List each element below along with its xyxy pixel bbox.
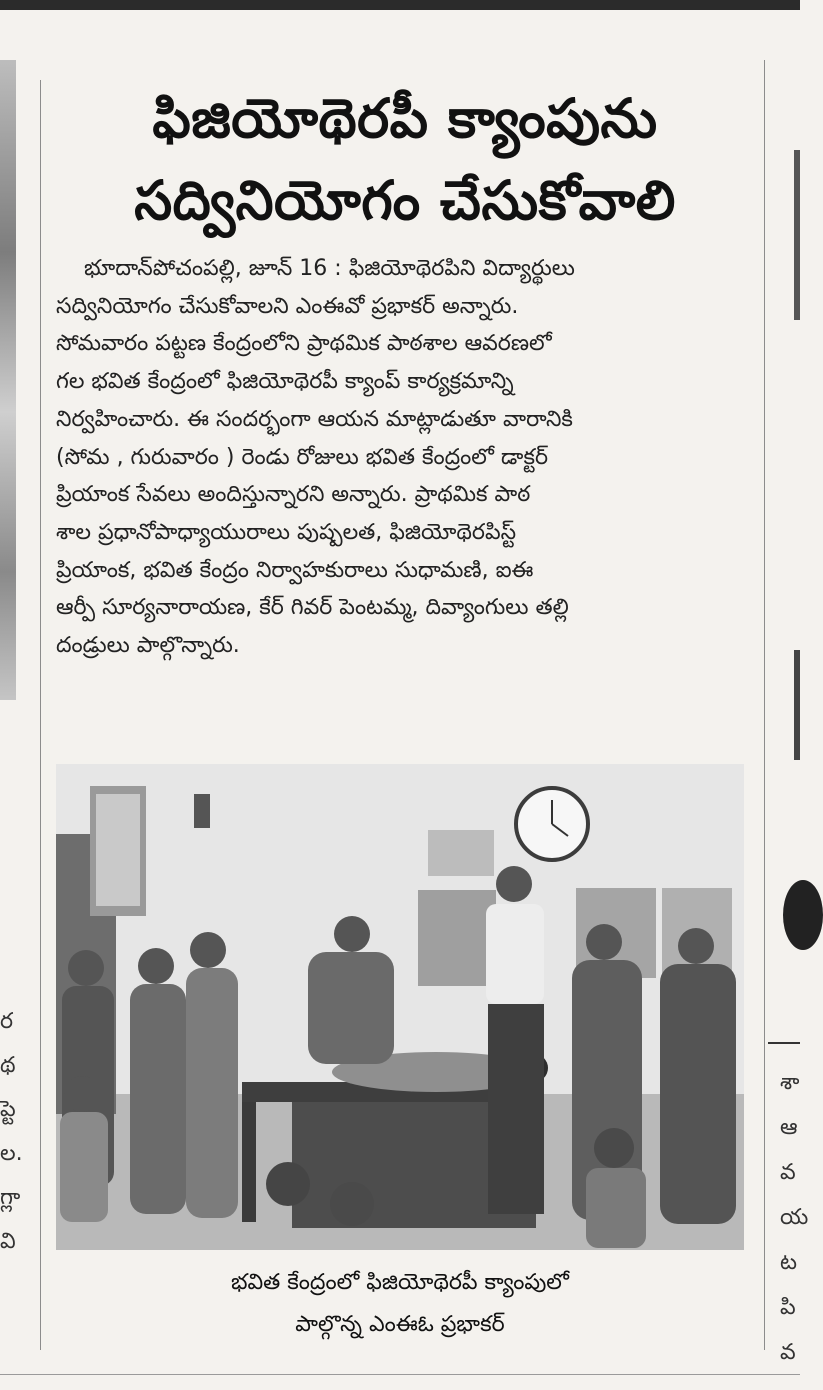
column-divider-right bbox=[764, 60, 765, 1350]
adjacent-glyph: ప్టె bbox=[0, 1097, 16, 1122]
body-line: సద్వినియోగం చేసుకోవాలని ఎంఈవో ప్రభాకర్ అన్నారు. bbox=[56, 293, 519, 319]
adjacent-text-right bbox=[780, 1060, 809, 1375]
article-body bbox=[56, 250, 744, 665]
headline-line: ఫిజియోథెరపీ క్యాంపును bbox=[152, 87, 658, 150]
adjacent-photo-fragment-right bbox=[794, 150, 800, 320]
body-line: గల భవిత కేంద్రంలో ఫిజియోథెరపీ క్యాంప్ కార్యక్రమాన్ని bbox=[56, 369, 514, 395]
top-border bbox=[0, 0, 800, 10]
body-line: (సోమ , గురువారం ) రెండు రోజులు భవిత కేంద్రంలో డాక్టర్ bbox=[56, 444, 549, 470]
wall-poster bbox=[418, 890, 496, 986]
news-photo bbox=[56, 764, 744, 1250]
body-line: నిర్వహించారు. ఈ సందర్భంగా ఆయన మాట్లాడుతూ వారానికి bbox=[56, 406, 573, 432]
adjacent-glyph: వ bbox=[780, 1160, 796, 1185]
adjacent-glyph: వి bbox=[0, 1229, 16, 1254]
adjacent-rule bbox=[768, 1042, 800, 1044]
adjacent-glyph: థ bbox=[0, 1053, 16, 1078]
body-line: సోమవారం పట్టణ కేంద్రంలోని ప్రాథమిక పాఠశాల ఆవరణలో bbox=[56, 331, 552, 357]
adjacent-glyph: శా bbox=[780, 1070, 800, 1095]
article-headline bbox=[50, 78, 760, 242]
photo-illustration bbox=[56, 764, 744, 1250]
column-divider-left bbox=[40, 80, 41, 1350]
caption-line: పాల్గొన్న ఎంఈఓ ప్రభాకర్ bbox=[295, 1312, 505, 1337]
body-line: దండ్రులు పాల్గొన్నారు. bbox=[56, 633, 240, 659]
adjacent-glyph: ఆ bbox=[780, 1115, 798, 1140]
headline-line: సద్వినియోగం చేసుకోవాలి bbox=[134, 169, 676, 232]
body-line: ప్రియాంక సేవలు అందిస్తున్నారని అన్నారు. ప్రాథమిక పాఠ bbox=[56, 482, 531, 508]
body-line: ఆర్పీ సూర్యనారాయణ, కేర్ గివర్ పెంటమ్మ, దివ్యాంగులు తల్లి bbox=[56, 595, 569, 621]
adjacent-glyph: గ్లా bbox=[0, 1185, 21, 1210]
adjacent-glyph: ట bbox=[780, 1250, 797, 1275]
adjacent-photo-fragment-left bbox=[0, 60, 16, 700]
body-line: భూదాన్‌పోచంపల్లి, జూన్ 16 : ఫిజియోథెరపిని విద్యార్థులు bbox=[84, 256, 575, 281]
body-line: ప్రియాంక, భవిత కేంద్రం నిర్వాహకురాలు సుధామణి, ఐఈ bbox=[56, 557, 534, 583]
bottom-rule bbox=[0, 1374, 800, 1375]
adjacent-glyph: ల. bbox=[0, 1141, 23, 1166]
adjacent-photo-fragment-right-lower bbox=[794, 650, 800, 760]
adjacent-text-left bbox=[0, 1000, 23, 1264]
caption-line: భవిత కేంద్రంలో ఫిజియోథెరపీ క్యాంపులో bbox=[231, 1270, 569, 1295]
photo-caption bbox=[56, 1262, 744, 1346]
adjacent-headline-fragment bbox=[783, 880, 823, 950]
adjacent-glyph: య bbox=[780, 1205, 809, 1230]
adjacent-glyph: పి bbox=[780, 1295, 796, 1320]
adjacent-glyph: ర bbox=[0, 1009, 14, 1034]
body-line: శాల ప్రధానోపాధ్యాయురాలు పుష్పలత, ఫిజియోథెరపిస్ట్ bbox=[56, 519, 517, 545]
adjacent-glyph: వ bbox=[780, 1340, 796, 1365]
wall-poster bbox=[428, 830, 494, 876]
